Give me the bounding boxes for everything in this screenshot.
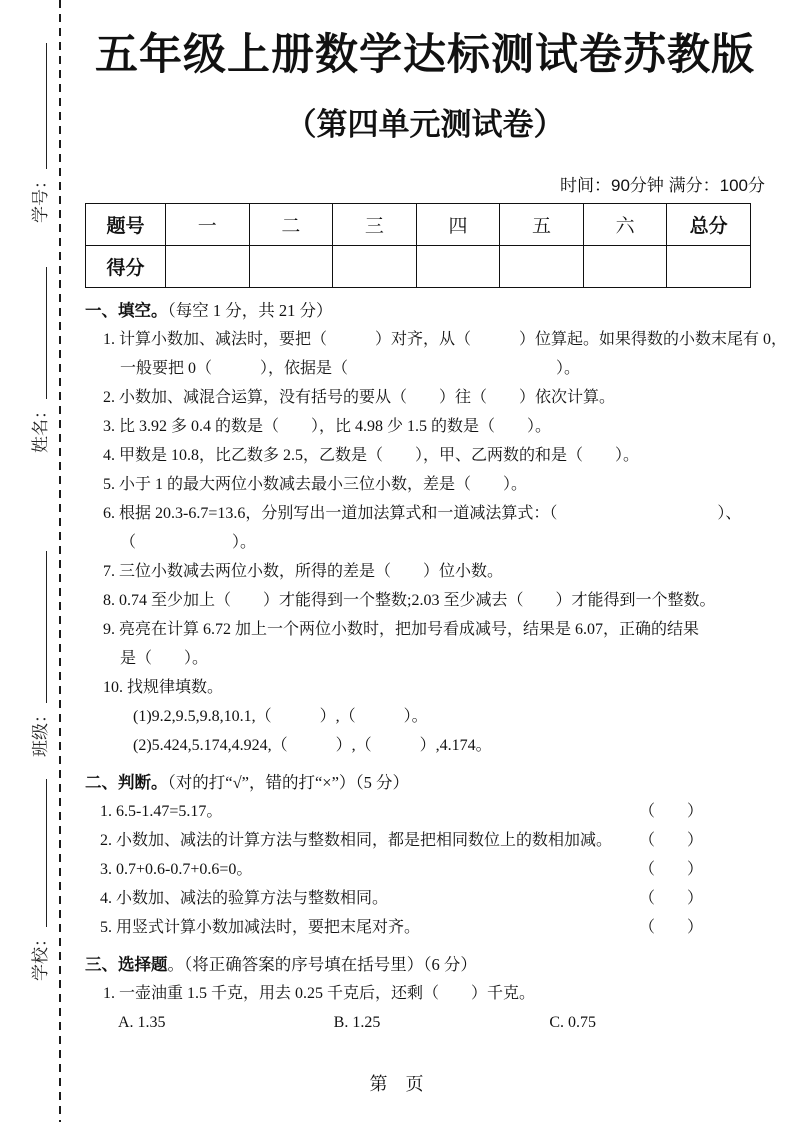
score-cell[interactable] (249, 245, 333, 287)
school-field (26, 779, 51, 981)
option-c[interactable]: C. 0.75 (549, 1013, 597, 1031)
class-field (26, 551, 51, 757)
question-number-label: 题号 (86, 203, 166, 245)
fill-item-4: 4. 甲数是 10.8，比乙数多 2.5，乙数是（ ），甲、乙两数的和是（ ）。 (103, 446, 640, 464)
judge-item-3-answer-bracket[interactable]: （ ） (638, 860, 703, 878)
fill-item-9: 9. 亮亮在计算 6.72 加上一个两位小数时，把加号看成减号，结果是 6.07，正确的结果 (103, 620, 700, 638)
section-judge-heading (85, 768, 765, 797)
score-label: 得分 (86, 245, 166, 287)
fill-item-9-cont: 是（ ）。 (120, 649, 209, 667)
school-label: 学校： (31, 930, 50, 981)
school-blank[interactable] (46, 779, 47, 927)
fill-item-10: 10. 找规律填数。 (103, 678, 224, 696)
score-cell[interactable] (416, 245, 500, 287)
name-label: 姓名： (31, 402, 50, 453)
col-five: 五 (500, 203, 584, 245)
name-blank[interactable] (46, 267, 47, 399)
option-a[interactable]: A. 1.35 (118, 1013, 166, 1031)
choice-question-1: 1. 一壶油重 1.5 千克，用去 0.25 千克后，还剩（ ）千克。 (103, 984, 536, 1002)
fill-item-3: 3. 比 3.92 多 0.4 的数是（ ），比 4.98 少 1.5 的数是（ ）。 (103, 417, 552, 435)
score-table-score-row (86, 245, 751, 287)
score-cell[interactable] (583, 245, 667, 287)
col-six: 六 (583, 203, 667, 245)
section-fill-heading (85, 296, 765, 325)
judge-item-5 (85, 913, 765, 942)
student-info-strip (11, 11, 51, 1111)
score-cell[interactable] (667, 245, 751, 287)
judge-item-3 (85, 855, 765, 884)
class-blank[interactable] (46, 551, 47, 703)
student-number-label: 学号： (31, 172, 50, 223)
section-choice-note: 。（将正确答案的序号填在括号里）（6 分） (167, 954, 477, 974)
page-subtitle: （第四单元测试卷） (285, 106, 565, 142)
option-b[interactable]: B. 1.25 (333, 1013, 381, 1031)
fill-item-8: 8. 0.74 至少加上（ ）才能得到一个整数;2.03 至少减去（ ）才能得到一个整数。 (103, 591, 716, 609)
fill-item-2: 2. 小数加、减混合运算，没有括号的要从（ ）往（ ）依次计算。 (103, 388, 616, 406)
judge-item-3-text: 3. 0.7+0.6-0.7+0.6=0。 (100, 860, 253, 878)
score-table (85, 203, 751, 288)
judge-item-1-text: 1. 6.5-1.47=5.17。 (100, 802, 223, 820)
name-field (26, 267, 51, 453)
fill-item-10-sub1: (1)9.2,9.5,9.8,10.1,（ ）,（ ）。 (133, 707, 428, 725)
col-two: 二 (249, 203, 333, 245)
page-footer: 第 页 (369, 1074, 424, 1094)
fill-item-6: 6. 根据 20.3-6.7=13.6，分别写出一道加法算式和一道减法算式：（ ）、 (103, 504, 742, 522)
fill-item-10-sub2: (2)5.424,5.174,4.924,（ ）,（ ）,4.174。 (133, 736, 492, 754)
col-four: 四 (416, 203, 500, 245)
judge-item-2 (85, 826, 765, 855)
student-number-field (26, 43, 51, 223)
score-cell[interactable] (166, 245, 250, 287)
section-fill-title: 一、填空。 (85, 300, 168, 320)
score-cell[interactable] (333, 245, 417, 287)
judge-item-1 (85, 797, 765, 826)
section-choice-heading (85, 950, 765, 979)
judge-item-5-answer-bracket[interactable]: （ ） (638, 918, 703, 936)
fill-item-6-cont: （ ）。 (120, 533, 257, 551)
section-fill-note: （每空 1 分，共 21 分） (167, 300, 333, 320)
judge-item-1-answer-bracket[interactable]: （ ） (638, 802, 703, 820)
judge-item-2-text: 2. 小数加、减法的计算方法与整数相同，都是把相同数位上的数相加减。 (100, 831, 613, 849)
choice-question-1-options (85, 1008, 765, 1038)
fold-dashed-line (59, 0, 61, 1122)
fill-item-1: 1. 计算小数加、减法时，要把（ ）对齐，从（ ）位算起。如果得数的小数末尾有 0， (103, 330, 788, 348)
fill-item-7: 7. 三位小数减去两位小数，所得的差是（ ）位小数。 (103, 562, 504, 580)
page-title: 五年级上册数学达标测试卷苏教版 (95, 31, 755, 79)
student-number-blank[interactable] (46, 43, 47, 169)
judge-item-4-answer-bracket[interactable]: （ ） (638, 889, 703, 907)
time-score-info: 时间：90分钟 满分：100分 (560, 175, 765, 195)
judge-item-2-answer-bracket[interactable]: （ ） (638, 831, 703, 849)
score-table-header-row (86, 203, 751, 245)
score-cell[interactable] (500, 245, 584, 287)
fill-item-1-cont: 一般要把 0（ ），依据是（ ）。 (120, 359, 581, 377)
judge-item-4 (85, 884, 765, 913)
judge-item-4-text: 4. 小数加、减法的验算方法与整数相同。 (100, 889, 389, 907)
col-total: 总分 (667, 203, 751, 245)
judge-item-5-text: 5. 用竖式计算小数加减法时，要把末尾对齐。 (100, 918, 421, 936)
class-label: 班级： (31, 706, 50, 757)
section-choice-title: 三、选择题 (85, 954, 168, 974)
section-judge-title: 二、判断。 (85, 772, 168, 792)
col-three: 三 (333, 203, 417, 245)
section-judge-note: （对的打“√”，错的打“×”）（5 分） (167, 772, 410, 792)
paper-content (85, 0, 788, 1038)
col-one: 一 (166, 203, 250, 245)
fill-item-5: 5. 小于 1 的最大两位小数减去最小三位小数，差是（ ）。 (103, 475, 528, 493)
